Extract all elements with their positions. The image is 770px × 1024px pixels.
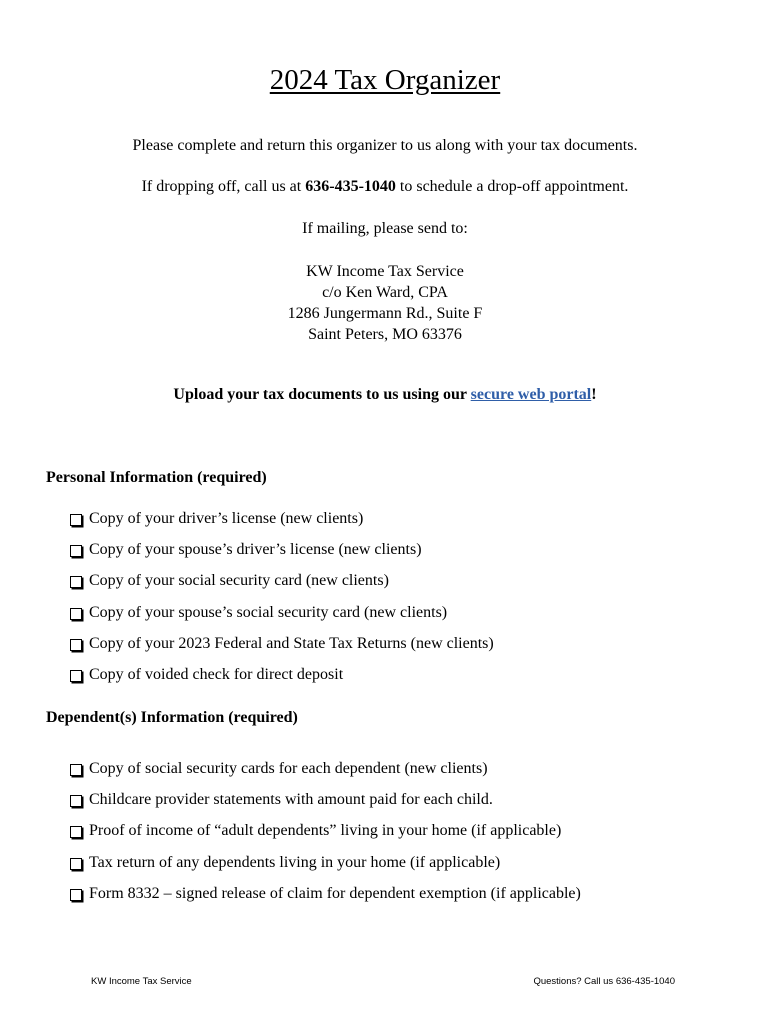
checklist-item-label: Copy of your spouse’s driver’s license (new clients)	[89, 541, 422, 559]
checklist-item	[70, 572, 494, 603]
checklist-item	[70, 510, 494, 541]
address-line-3: 1286 Jungermann Rd., Suite F	[287, 305, 483, 322]
dropoff-phone: 636-435-1040	[305, 178, 396, 195]
checklist-item-label: Copy of your social security card (new clients)	[89, 572, 389, 590]
checklist-item	[70, 760, 581, 791]
checkbox-icon[interactable]	[70, 514, 82, 526]
mailing-address	[0, 261, 770, 345]
upload-before: Upload your tax documents to us using our	[173, 386, 471, 403]
checkbox-icon[interactable]	[70, 576, 82, 588]
checkbox-icon[interactable]	[70, 889, 82, 901]
checklist-item-label: Copy of your driver’s license (new clients)	[89, 510, 364, 527]
mailing-intro: If mailing, please send to:	[302, 220, 468, 237]
page-title: 2024 Tax Organizer	[269, 64, 501, 96]
checklist-item-label: Tax return of any dependents living in your home (if applicable)	[89, 853, 501, 871]
personal-info-heading: Personal Information (required)	[46, 469, 267, 486]
checkbox-icon[interactable]	[70, 608, 82, 620]
checklist-item-label: Proof of income of “adult dependents” living in your home (if applicable)	[89, 822, 562, 840]
checkbox-icon[interactable]	[70, 858, 82, 870]
dropoff-text	[0, 178, 770, 196]
dependents-info-heading: Dependent(s) Information (required)	[46, 709, 298, 726]
checklist-item-label: Copy of social security cards for each dependent (new clients)	[89, 760, 488, 777]
address-line-4: Saint Peters, MO 63376	[308, 326, 462, 343]
checklist-item-label: Copy of voided check for direct deposit	[89, 665, 344, 683]
checklist-item-label: Childcare provider statements with amount paid for each child.	[89, 791, 493, 809]
checklist-item	[70, 666, 494, 697]
checklist-item	[70, 854, 581, 885]
footer-left: KW Income Tax Service	[91, 976, 192, 987]
checkbox-icon[interactable]	[70, 670, 82, 682]
checkbox-icon[interactable]	[70, 764, 82, 776]
checklist-item	[70, 822, 581, 853]
checklist-item	[70, 885, 581, 916]
checklist-item-label: Copy of your 2023 Federal and State Tax Returns (new clients)	[89, 634, 494, 652]
address-line-1: KW Income Tax Service	[306, 263, 464, 280]
checkbox-icon[interactable]	[70, 545, 82, 557]
dependents-info-checklist	[70, 760, 581, 916]
personal-info-checklist	[70, 510, 494, 697]
checkbox-icon[interactable]	[70, 639, 82, 651]
checkbox-icon[interactable]	[70, 795, 82, 807]
checkbox-icon[interactable]	[70, 826, 82, 838]
dropoff-after: to schedule a drop-off appointment.	[395, 178, 629, 195]
checklist-item	[70, 541, 494, 572]
checklist-item	[70, 604, 494, 635]
secure-web-portal-link[interactable]: secure web portal	[470, 386, 592, 403]
checklist-item-label: Copy of your spouse’s social security card (new clients)	[89, 603, 448, 621]
dropoff-before: If dropping off, call us at	[141, 178, 306, 195]
address-line-2: c/o Ken Ward, CPA	[322, 284, 448, 301]
intro-text: Please complete and return this organizer to us along with your tax documents.	[132, 137, 638, 154]
checklist-item	[70, 791, 581, 822]
checklist-item	[70, 635, 494, 666]
footer-right: Questions? Call us 636-435-1040	[533, 976, 675, 987]
upload-notice	[0, 386, 770, 404]
upload-after: !	[591, 386, 597, 403]
checklist-item-label: Form 8332 – signed release of claim for dependent exemption (if applicable)	[89, 884, 581, 902]
